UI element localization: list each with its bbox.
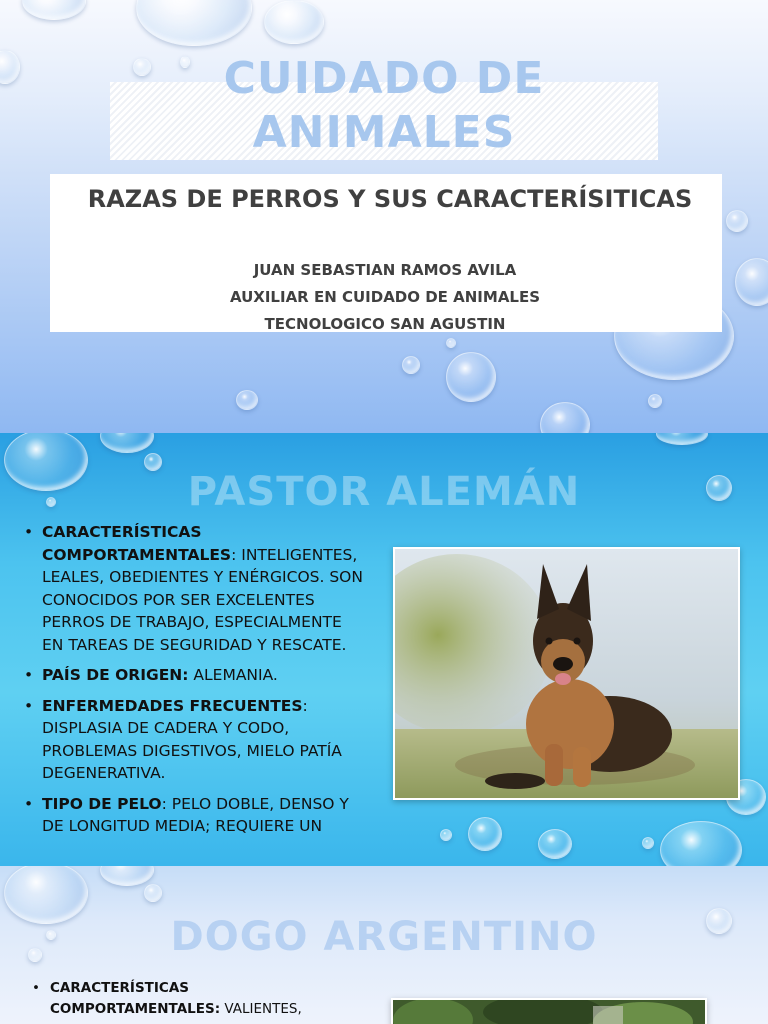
breed-slide-dogo-argentino — [0, 866, 768, 1024]
water-drop — [642, 837, 654, 849]
bullet-label: CARACTERÍSTICAS COMPORTAMENTALES — [42, 523, 232, 564]
water-drop — [0, 50, 20, 84]
author-name: JUAN SEBASTIAN RAMOS AVILA — [253, 261, 517, 279]
list-item — [24, 695, 364, 785]
german-shepherd-illustration — [395, 549, 738, 798]
breed-heading: PASTOR ALEMÁN — [187, 469, 581, 515]
water-drop — [540, 402, 590, 433]
water-drop — [440, 829, 452, 841]
breed-slide-pastor-aleman — [0, 433, 768, 866]
water-drop — [656, 433, 708, 445]
water-drop — [660, 821, 742, 866]
author-role: AUXILIAR EN CUIDADO DE ANIMALES — [229, 288, 541, 306]
list-item — [24, 793, 364, 838]
breed-characteristics-list — [24, 521, 364, 846]
water-drop — [468, 817, 502, 851]
institution-name: TECNOLOGICO SAN AGUSTIN — [264, 315, 506, 333]
water-drop — [264, 0, 324, 44]
bullet-label: TIPO DE PELO — [42, 794, 162, 813]
water-drop — [648, 394, 662, 408]
water-drop — [136, 0, 252, 46]
water-drop — [22, 0, 86, 20]
bullet-label: ENFERMEDADES FRECUENTES — [42, 696, 303, 715]
list-item — [24, 521, 364, 656]
list-item — [32, 978, 352, 1020]
bullet-text: ALEMANIA. — [188, 666, 278, 684]
bullet-text: : PELO DOBLE, DENSO Y DE LONGITUD MEDIA; REQUIERE UN — [42, 794, 349, 835]
water-drop — [100, 433, 154, 453]
water-drop — [446, 352, 496, 402]
list-item — [24, 664, 364, 687]
title-slide — [0, 0, 768, 433]
subtitle-main: RAZAS DE PERROS Y SUS CARACTERÍSITICAS — [87, 185, 693, 213]
dogo-argentino-illustration — [393, 1000, 705, 1024]
bullet-text: : INTELIGENTES, LEALES, OBEDIENTES Y ENÉRGICOS. SON CONOCIDOS POR SER EXCELENTES PERROS DE TRABAJO, ESPECIALMENTE EN TAREAS DE SEGURIDAD Y RESCATE. — [42, 545, 363, 654]
water-drop — [144, 884, 162, 902]
presentation-title: CUIDADO DE ANIMALES — [223, 53, 545, 158]
bullet-text: VALIENTES, — [220, 1001, 302, 1017]
water-drop — [236, 390, 258, 410]
water-drop — [735, 258, 768, 306]
bullet-label: PAÍS DE ORIGEN: — [42, 666, 189, 684]
water-drop — [538, 829, 572, 859]
bullet-text: : DISPLASIA DE CADERA Y CODO, PROBLEMAS DIGESTIVOS, MIELO PATÍA DEGENERATIVA. — [42, 696, 342, 782]
dogo-argentino-photo — [391, 998, 707, 1024]
water-drop — [402, 356, 420, 374]
water-drop — [446, 338, 456, 348]
water-drop — [100, 866, 154, 886]
breed-heading: DOGO ARGENTINO — [170, 914, 598, 960]
breed-characteristics-list — [32, 978, 352, 1020]
german-shepherd-photo — [393, 547, 740, 800]
bullet-label: CARACTERÍSTICAS COMPORTAMENTALES: — [50, 980, 221, 1017]
